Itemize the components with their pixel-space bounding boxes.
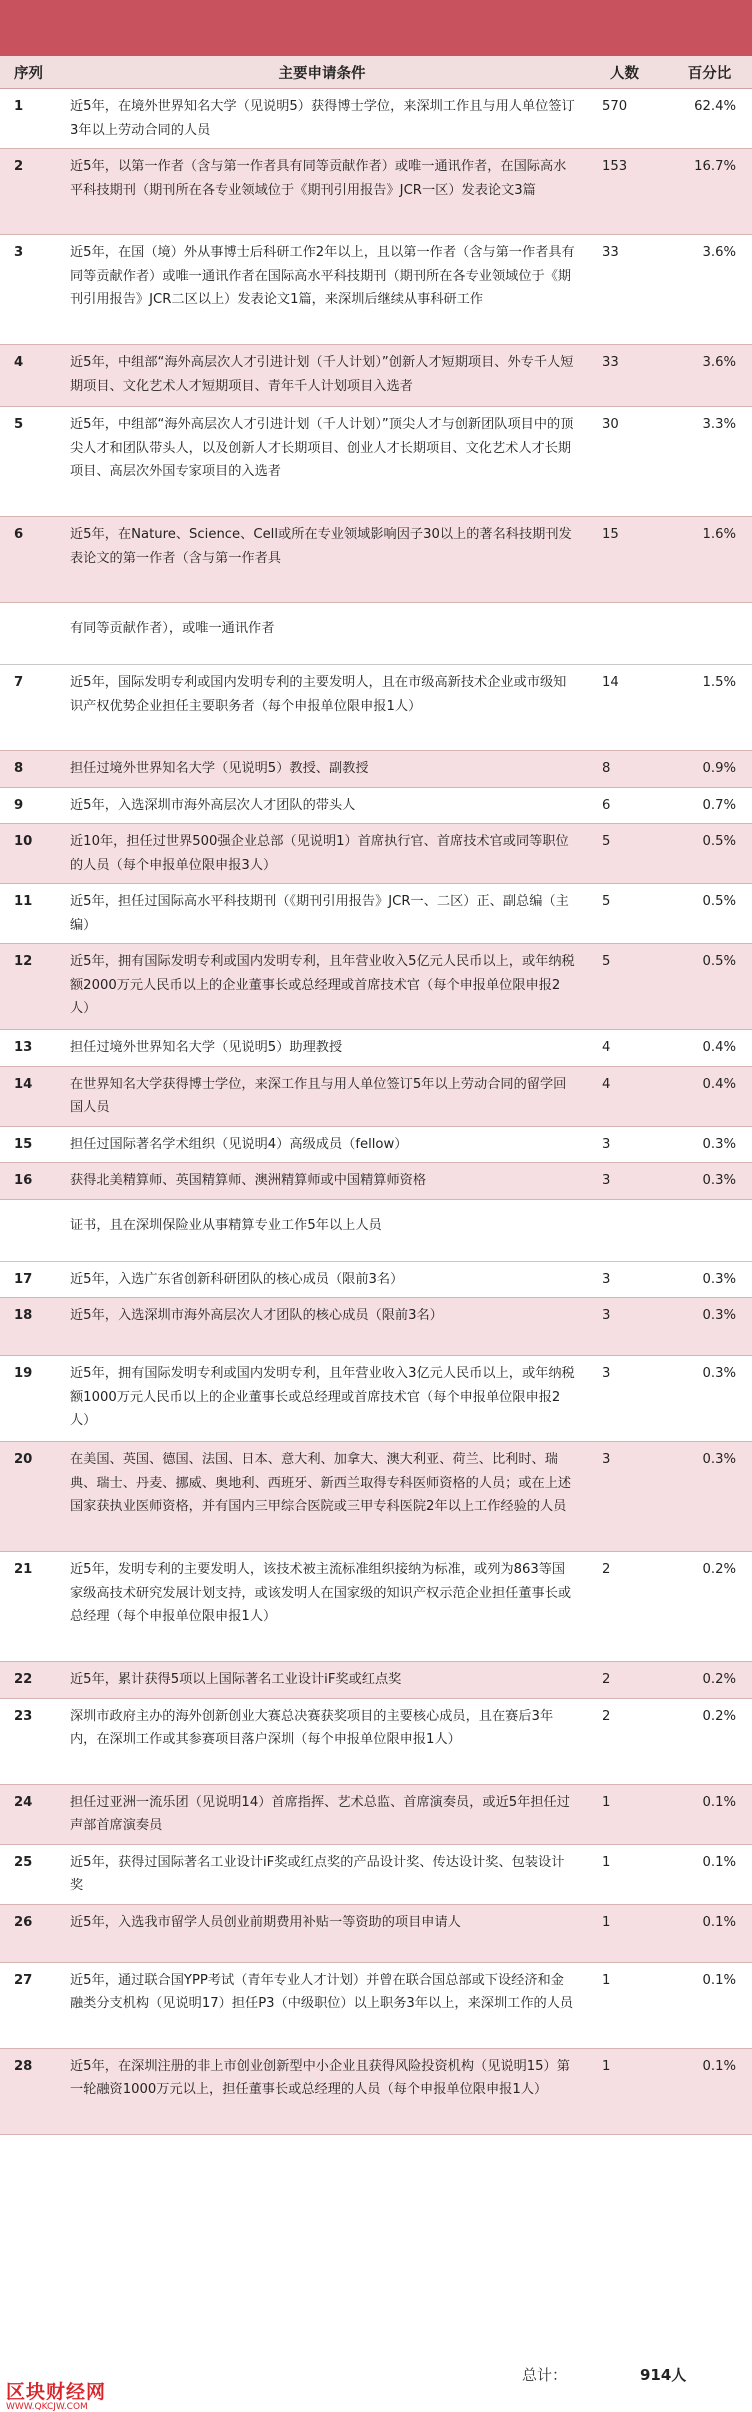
- row-count: 8: [582, 751, 667, 788]
- row-count: 570: [582, 89, 667, 149]
- row-percent: 0.1%: [667, 1844, 752, 1904]
- row-number: 16: [0, 1163, 62, 1200]
- row-count: 3: [582, 1163, 667, 1200]
- table-row: [0, 89, 752, 149]
- row-condition: 近5年，在境外世界知名大学（见说明5）获得博士学位，来深圳工作且与用人单位签订3年以上劳动合同的人员: [62, 89, 582, 149]
- row-condition: 近5年，获得过国际著名工业设计iF奖或红点奖的产品设计奖、传达设计奖、包装设计奖: [62, 1844, 582, 1904]
- row-count: 3: [582, 1298, 667, 1356]
- row-number: [0, 603, 62, 665]
- row-condition: 担任过亚洲一流乐团（见说明14）首席指挥、艺术总监、首席演奏员，或近5年担任过声部首席演奏员: [62, 1784, 582, 1844]
- table-row: [0, 884, 752, 944]
- row-percent: 0.5%: [667, 824, 752, 884]
- row-percent: [667, 1199, 752, 1261]
- row-condition: 在世界知名大学获得博士学位，来深工作且与用人单位签订5年以上劳动合同的留学回国人员: [62, 1066, 582, 1126]
- row-percent: 0.1%: [667, 2048, 752, 2134]
- row-percent: 0.4%: [667, 1030, 752, 1067]
- row-condition: 担任过境外世界知名大学（见说明5）助理教授: [62, 1030, 582, 1067]
- row-percent: 62.4%: [667, 89, 752, 149]
- row-count: 33: [582, 235, 667, 345]
- table-row: [0, 1298, 752, 1356]
- row-number: 21: [0, 1552, 62, 1662]
- table-row: [0, 345, 752, 407]
- row-number: 22: [0, 1662, 62, 1699]
- row-condition: 获得北美精算师、英国精算师、澳洲精算师或中国精算师资格: [62, 1163, 582, 1200]
- table-row: [0, 1163, 752, 1200]
- row-condition: 近5年，在国（境）外从事博士后科研工作2年以上，且以第一作者（含与第一作者具有同等贡献作者）或唯一通讯作者在国际高水平科技期刊（期刊所在各专业领域位于《期刊引用报告》JCR二区以上）发表论文1篇，来深圳后继续从事科研工作: [62, 235, 582, 345]
- row-number: 11: [0, 884, 62, 944]
- row-condition: 近5年，发明专利的主要发明人，该技术被主流标准组织接纳为标准，或列为863等国家级高技术研究发展计划支持，或该发明人在国家级的知识产权示范企业担任董事长或总经理（每个申报单位限申报1人）: [62, 1552, 582, 1662]
- row-condition: 深圳市政府主办的海外创新创业大赛总决赛获奖项目的主要核心成员，且在赛后3年内，在深圳工作或其参赛项目落户深圳（每个申报单位限申报1人）: [62, 1698, 582, 1784]
- row-condition: 近5年，在深圳注册的非上市创业创新型中小企业且获得风险投资机构（见说明15）第一轮融资1000万元以上，担任董事长或总经理的人员（每个申报单位限申报1人）: [62, 2048, 582, 2134]
- row-number: 7: [0, 665, 62, 751]
- table-row: [0, 149, 752, 235]
- row-percent: 0.3%: [667, 1356, 752, 1442]
- row-percent: 0.5%: [667, 944, 752, 1030]
- row-count: 6: [582, 787, 667, 824]
- row-count: 1: [582, 1784, 667, 1844]
- row-count: 5: [582, 944, 667, 1030]
- table-row-continuation: [0, 1199, 752, 1261]
- row-percent: 0.2%: [667, 1698, 752, 1784]
- row-number: 12: [0, 944, 62, 1030]
- row-percent: 0.4%: [667, 1066, 752, 1126]
- table-row: [0, 1066, 752, 1126]
- row-number: 14: [0, 1066, 62, 1126]
- table-row: [0, 517, 752, 603]
- row-number: 23: [0, 1698, 62, 1784]
- table-row: [0, 1442, 752, 1552]
- row-percent: 0.3%: [667, 1298, 752, 1356]
- table-row: [0, 1844, 752, 1904]
- row-number: 26: [0, 1904, 62, 1962]
- row-count: 4: [582, 1066, 667, 1126]
- row-count: 153: [582, 149, 667, 235]
- table-row: [0, 1962, 752, 2048]
- row-count: 30: [582, 407, 667, 517]
- row-count: 1: [582, 1962, 667, 2048]
- row-percent: 0.5%: [667, 884, 752, 944]
- row-number: 28: [0, 2048, 62, 2134]
- row-number: 15: [0, 1126, 62, 1163]
- row-condition: 担任过国际著名学术组织（见说明4）高级成员（fellow）: [62, 1126, 582, 1163]
- row-percent: 3.6%: [667, 345, 752, 407]
- table-row: [0, 1356, 752, 1442]
- row-count: 2: [582, 1698, 667, 1784]
- row-condition: 近5年，拥有国际发明专利或国内发明专利，且年营业收入5亿元人民币以上，或年纳税额2000万元人民币以上的企业董事长或总经理或首席技术官（每个申报单位限申报2人）: [62, 944, 582, 1030]
- row-percent: 3.6%: [667, 235, 752, 345]
- title-bar: [0, 0, 752, 56]
- header-seq: 序列: [0, 56, 62, 89]
- row-count: 2: [582, 1662, 667, 1699]
- header-condition: 主要申请条件: [62, 56, 582, 89]
- table-row: [0, 751, 752, 788]
- row-percent: 0.3%: [667, 1163, 752, 1200]
- row-number: 25: [0, 1844, 62, 1904]
- row-count: 1: [582, 1844, 667, 1904]
- row-percent: 0.7%: [667, 787, 752, 824]
- total-value: 914人: [640, 2366, 687, 2384]
- table-row: [0, 1126, 752, 1163]
- row-condition: 近5年，入选我市留学人员创业前期费用补贴一等资助的项目申请人: [62, 1904, 582, 1962]
- row-count: 3: [582, 1126, 667, 1163]
- row-number: 1: [0, 89, 62, 149]
- row-condition: 近5年，中组部“海外高层次人才引进计划（千人计划）”顶尖人才与创新团队项目中的顶尖人才和团队带头人，以及创新人才长期项目、创业人才长期项目、文化艺术人才长期项目、高层次外国专家项目的入选者: [62, 407, 582, 517]
- table-row: [0, 824, 752, 884]
- row-percent: 1.5%: [667, 665, 752, 751]
- row-condition: 近5年，在Nature、Science、Cell或所在专业领域影响因子30以上的著名科技期刊发表论文的第一作者（含与第一作者具: [62, 517, 582, 603]
- row-percent: 0.2%: [667, 1552, 752, 1662]
- total-label: 总计：: [522, 2366, 568, 2384]
- row-number: 4: [0, 345, 62, 407]
- table-row: [0, 665, 752, 751]
- table-row: [0, 1662, 752, 1699]
- watermark-url: WWW.QKCJW.COM: [6, 2402, 88, 2412]
- table-row: [0, 1261, 752, 1298]
- row-condition: 近5年，累计获得5项以上国际著名工业设计iF奖或红点奖: [62, 1662, 582, 1699]
- row-count: 1: [582, 2048, 667, 2134]
- table-row: [0, 787, 752, 824]
- row-condition: 近5年，拥有国际发明专利或国内发明专利，且年营业收入3亿元人民币以上，或年纳税额1000万元人民币以上的企业董事长或总经理或首席技术官（每个申报单位限申报2人）: [62, 1356, 582, 1442]
- row-count: 3: [582, 1261, 667, 1298]
- row-number: 17: [0, 1261, 62, 1298]
- row-count: [582, 1199, 667, 1261]
- row-condition: 在美国、英国、德国、法国、日本、意大利、加拿大、澳大利亚、荷兰、比利时、瑞典、瑞士、丹麦、挪威、奥地利、西班牙、新西兰取得专科医师资格的人员；或在上述国家获执业医师资格，并有国内三甲综合医院或三甲专科医院2年以上工作经验的人员: [62, 1442, 582, 1552]
- table-row: [0, 1030, 752, 1067]
- row-condition: 近5年，以第一作者（含与第一作者具有同等贡献作者）或唯一通讯作者，在国际高水平科技期刊（期刊所在各专业领域位于《期刊引用报告》JCR一区）发表论文3篇: [62, 149, 582, 235]
- watermark-logo: [6, 2382, 106, 2412]
- row-percent: 1.6%: [667, 517, 752, 603]
- row-percent: 0.3%: [667, 1442, 752, 1552]
- row-condition: 近10年，担任过世界500强企业总部（见说明1）首席执行官、首席技术官或同等职位的人员（每个申报单位限申报3人）: [62, 824, 582, 884]
- row-count: [582, 603, 667, 665]
- row-condition: 近5年，入选深圳市海外高层次人才团队的核心成员（限前3名）: [62, 1298, 582, 1356]
- row-number: 13: [0, 1030, 62, 1067]
- header-count: 人数: [582, 56, 667, 89]
- table-row: [0, 407, 752, 517]
- table-row-continuation: [0, 603, 752, 665]
- row-count: 3: [582, 1356, 667, 1442]
- row-count: 15: [582, 517, 667, 603]
- row-count: 14: [582, 665, 667, 751]
- row-number: 20: [0, 1442, 62, 1552]
- row-number: 18: [0, 1298, 62, 1356]
- row-number: 27: [0, 1962, 62, 2048]
- table-row: [0, 235, 752, 345]
- table-row: [0, 944, 752, 1030]
- row-percent: 0.9%: [667, 751, 752, 788]
- row-percent: 0.1%: [667, 1904, 752, 1962]
- row-condition: 近5年，中组部“海外高层次人才引进计划（千人计划）”创新人才短期项目、外专千人短期项目、文化艺术人才短期项目、青年千人计划项目入选者: [62, 345, 582, 407]
- row-condition: 近5年，入选深圳市海外高层次人才团队的带头人: [62, 787, 582, 824]
- conditions-table: [0, 56, 752, 2135]
- row-number: 6: [0, 517, 62, 603]
- row-number: 10: [0, 824, 62, 884]
- total-row: [0, 2358, 752, 2409]
- row-number: 9: [0, 787, 62, 824]
- table-body: [0, 89, 752, 2135]
- row-percent: 0.3%: [667, 1126, 752, 1163]
- row-percent: 0.2%: [667, 1662, 752, 1699]
- table-row: [0, 1904, 752, 1962]
- row-percent: 0.1%: [667, 1962, 752, 2048]
- row-condition: 近5年，国际发明专利或国内发明专利的主要发明人，且在市级高新技术企业或市级知识产权优势企业担任主要职务者（每个申报单位限申报1人）: [62, 665, 582, 751]
- row-condition: 近5年，担任过国际高水平科技期刊（《期刊引用报告》JCR一、二区）正、副总编（主编）: [62, 884, 582, 944]
- row-number: [0, 1199, 62, 1261]
- row-percent: 3.3%: [667, 407, 752, 517]
- row-percent: 16.7%: [667, 149, 752, 235]
- row-number: 3: [0, 235, 62, 345]
- table-row: [0, 1552, 752, 1662]
- row-count: 2: [582, 1552, 667, 1662]
- row-number: 5: [0, 407, 62, 517]
- row-number: 24: [0, 1784, 62, 1844]
- table-header-row: [0, 56, 752, 89]
- row-condition: 证书，且在深圳保险业从事精算专业工作5年以上人员: [62, 1199, 582, 1261]
- table-row: [0, 1784, 752, 1844]
- row-count: 1: [582, 1904, 667, 1962]
- table-row: [0, 2048, 752, 2134]
- row-number: 2: [0, 149, 62, 235]
- row-condition: 近5年，入选广东省创新科研团队的核心成员（限前3名）: [62, 1261, 582, 1298]
- row-percent: 0.1%: [667, 1784, 752, 1844]
- row-condition: 有同等贡献作者），或唯一通讯作者: [62, 603, 582, 665]
- row-condition: 担任过境外世界知名大学（见说明5）教授、副教授: [62, 751, 582, 788]
- row-count: 33: [582, 345, 667, 407]
- row-percent: 0.3%: [667, 1261, 752, 1298]
- watermark-name: 区块财经网: [6, 2381, 107, 2403]
- row-number: 8: [0, 751, 62, 788]
- row-count: 3: [582, 1442, 667, 1552]
- row-number: 19: [0, 1356, 62, 1442]
- row-count: 5: [582, 884, 667, 944]
- row-count: 4: [582, 1030, 667, 1067]
- row-percent: [667, 603, 752, 665]
- row-count: 5: [582, 824, 667, 884]
- header-percent: 百分比: [667, 56, 752, 89]
- table-row: [0, 1698, 752, 1784]
- row-condition: 近5年，通过联合国YPP考试（青年专业人才计划）并曾在联合国总部或下设经济和金融类分支机构（见说明17）担任P3（中级职位）以上职务3年以上，来深圳工作的人员: [62, 1962, 582, 2048]
